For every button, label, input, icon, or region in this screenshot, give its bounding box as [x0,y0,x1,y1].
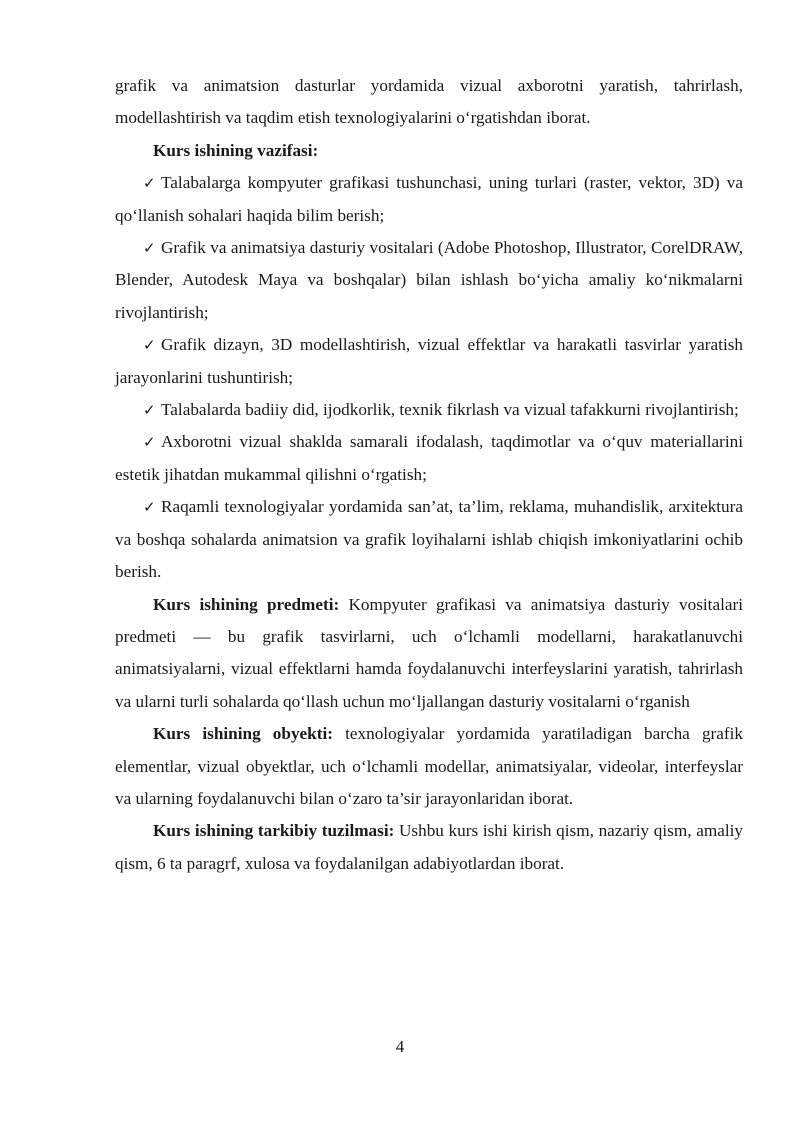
task-item-text: Grafik va animatsiya dasturiy vositalari (Adobe Photoshop, Illustrator, CorelDRAW, Blender, Autodesk Maya va boshqalar) bilan ishlash bo‘yicha amaliy ko‘nikmalarni rivojlantirish; [115,238,743,322]
object-label: Kurs ishining obyekti: [153,724,333,744]
task-item-3 [115,329,743,394]
structure-label: Kurs ishining tarkibiy tuzilmasi: [153,821,395,841]
structure-paragraph [115,815,743,880]
subject-text: Kompyuter grafikasi va animatsiya dasturiy vositalari predmeti — bu grafik tasvirlarni, uch o‘lchamli modellarni, harakatlanuvchi animatsiyalarni, vizual effektlarni hamda foydalanuvchi interfeyslarini yaratish, tahrirlash va ularni turli sohalarda qo‘llash uchun mo‘ljallangan dasturiy vositalarni o‘rganish [115,594,743,711]
object-text: texnologiyalar yordamida yaratiladigan barcha grafik elementlar, vizual obyektlar, uch o‘lchamli modellar, animatsiyalar, videolar, interfeyslar va ularning foydalanuvchi bilan o‘zaro ta’sir jarayonlaridan iborat. [115,724,743,808]
checkmark-icon: ✓ [143,401,156,420]
subject-paragraph [115,589,743,719]
checkmark-icon: ✓ [143,239,156,258]
checkmark-icon: ✓ [143,498,156,517]
task-item-text: Talabalarga kompyuter grafikasi tushunchasi, uning turlari (raster, vektor, 3D) va qo‘llanish sohalari haqida bilim berish; [115,173,743,225]
subject-label: Kurs ishining predmeti: [153,594,340,614]
structure-text: Ushbu kurs ishi kirish qism, nazariy qism, amaliy qism, 6 ta paragrf, xulosa va foydalanilgan adabiyotlardan iborat. [115,821,743,873]
task-item-1 [115,167,743,232]
task-item-text: Axborotni vizual shaklda samarali ifodalash, taqdimotlar va o‘quv materiallarini estetik jihatdan mukammal qilishni o‘rgatish; [115,432,743,484]
task-item-text: Raqamli texnologiyalar yordamida san’at, ta’lim, reklama, muhandislik, arxitektura va boshqa sohalarda animatsion va grafik loyihalarni ishlab chiqish imkoniyatlarini ochib berish. [115,497,743,582]
checkmark-icon: ✓ [143,336,156,355]
task-item-text: Grafik dizayn, 3D modellashtirish, vizual effektlar va harakatli tasvirlar yaratish jarayonlarini tushuntirish; [115,335,743,387]
task-item-5 [115,426,743,491]
document-body [115,70,743,880]
task-item-6 [115,491,743,588]
task-item-2 [115,232,743,329]
checkmark-icon: ✓ [143,433,156,452]
intro-paragraph: grafik va animatsion dasturlar yordamida vizual axborotni yaratish, tahrirlash, modellashtirish va taqdim etish texnologiyalarini o‘rgatishdan iborat. [115,76,743,128]
task-item-4 [115,394,743,426]
checkmark-icon: ✓ [143,174,156,193]
tasks-heading: Kurs ishining vazifasi: [153,140,319,160]
page-number: 4 [395,1037,405,1056]
task-item-text: Talabalarda badiiy did, ijodkorlik, texnik fikrlash va vizual tafakkurni rivojlantirish; [161,400,739,420]
object-paragraph [115,718,743,815]
